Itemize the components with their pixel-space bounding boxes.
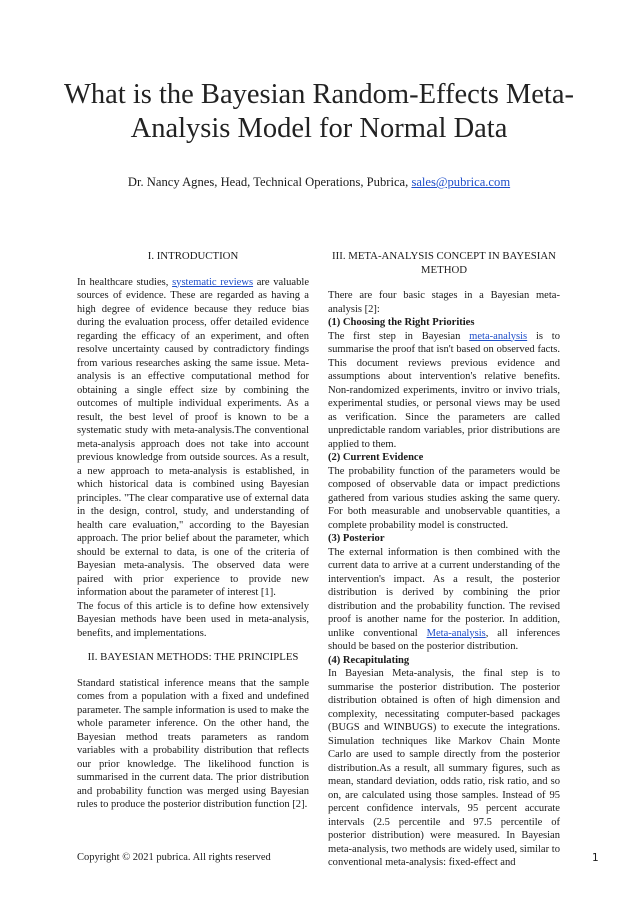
subheading-priorities: (1) Choosing the Right Priorities <box>328 317 475 328</box>
right-column <box>328 250 560 870</box>
paper-title: What is the Bayesian Random-Effects Meta-Analysis Model for Normal Data <box>64 79 574 144</box>
author-line <box>40 175 598 189</box>
section-heading-introduction: I. INTRODUCTION <box>147 250 239 262</box>
priorities-text-rest: is to summarise the proof that isn't based on observed facts. This document reviews previous evidence and assumptions about intervention's relative benefits. Non-randomized experiments, invitro or invivo trials, experimental studies, or personal views may be used as verification. Since the parameters are called unpredictable random variables, prior distributions are applied to them. <box>328 330 560 450</box>
priorities-paragraph <box>328 330 560 452</box>
subheading-current-evidence: (2) Current Evidence <box>328 452 424 463</box>
current-evidence-paragraph: The probability function of the parameters would be composed of observable data or impact predictions gathered from various studies asking the same query. For both measurable and unobservable quantities, a complete probability model is constructed. <box>328 465 560 531</box>
stages-intro: There are four basic stages in a Bayesian meta-analysis [2]: <box>328 290 560 315</box>
posterior-text-rest: , all inferences should be based on the posterior distribution. <box>328 627 560 652</box>
posterior-text-start: The external information is then combined with the current data to arrive at a current understanding of the intervention's impact. As a result, the posterior distribution is derived by combining the prior distribution and the probability function. The revised proof is another name for the posterior. In addition, unlike conventional <box>328 546 560 639</box>
copyright-footer: Copyright © 2021 pubrica. All rights reserved <box>77 852 271 863</box>
meta-analysis-link[interactable]: meta-analysis <box>469 330 528 342</box>
systematic-reviews-link[interactable]: systematic reviews <box>172 276 254 288</box>
page-number: 1 <box>592 852 599 864</box>
principles-paragraph: Standard statistical inference means that the sample comes from a population with a fixed and undefined parameter. The sample information is used to make the whole parameter inference. On the other hand, the Bayesian method treats parameters as random variables with a probability distribution that reflects our prior knowledge. The likelihood function is summarised in the current data. The prior distribution and probability function was merged using Bayesian rules to produce the posterior distribution function [2]. <box>77 677 309 810</box>
intro-text-rest: are valuable sources of evidence. These are regarded as having a high degree of evidence because they reduce bias during the evaluation process, offer detailed evidence regarding the efficacy of an experiment, and often resolve uncertainty caused by contradictory findings from various researches asking the same issue. Meta-analysis is an effective computational method for obtaining a single effect size by combining the outcomes of multiple individual experiments. As a result, the best level of proof is known to be a systematic study with meta-analysis.The conventional meta-analysis approach does not take into account previous knowledge from outside sources. As a result, a new approach to meta-analysis is established, in which historical data is combined using Bayesian principles. "The clear comparative use of external data in the design, control, study, and understanding of health care evaluation," according to the Bayesian approach. The prior belief about the parameter, which should be external to data, is one of the criteria of Bayesian meta-analysis. The observed data were paired with prior experience to provide new information about the parameter of interest [1]. <box>77 276 309 598</box>
subheading-posterior: (3) Posterior <box>328 533 385 544</box>
section-heading-concept: III. META-ANALYSIS CONCEPT IN BAYESIAN METHOD <box>332 250 556 276</box>
recapitulating-paragraph: In Bayesian Meta-analysis, the final step is to summarise the posterior distribution. The posterior distribution obtained is often of high dimension and complexity, necessitating computer-based packages (BUGS and WINBUGS) to execute the integrations. Simulation techniques like Markov Chain Monte Carlo are used to sample directly from the posterior distribution.As a result, all summary figures, such as mean, standard deviation, odds ratio, risk ratio, and so on, are calculated using those samples. Instead of 95 percent confidence intervals, 95 percent accurate intervals (2.5 percentile and 97.5 percentile of posterior distribution) were measured. In Bayesian meta-analysis, two methods are widely used, similar to conventional meta-analysis: fixed-effect and <box>328 668 560 868</box>
priorities-text-start: The first step in Bayesian <box>328 330 470 342</box>
intro-paragraph <box>77 276 309 600</box>
meta-analysis-link-2[interactable]: Meta-analysis <box>426 627 486 639</box>
author-text: Dr. Nancy Agnes, Head, Technical Operations, Pubrica, <box>127 175 412 189</box>
section-heading-principles: II. BAYESIAN METHODS: THE PRINCIPLES <box>87 651 299 663</box>
posterior-paragraph <box>328 546 560 654</box>
subheading-recapitulating: (4) Recapitulating <box>328 654 410 666</box>
author-email-link[interactable]: sales@pubrica.com <box>411 175 511 189</box>
left-column <box>77 250 309 812</box>
intro-text-start: In healthcare studies, <box>77 276 173 288</box>
focus-paragraph: The focus of this article is to define how extensively Bayesian methods have been used in meta-analysis, benefits, and implementations. <box>77 600 309 639</box>
